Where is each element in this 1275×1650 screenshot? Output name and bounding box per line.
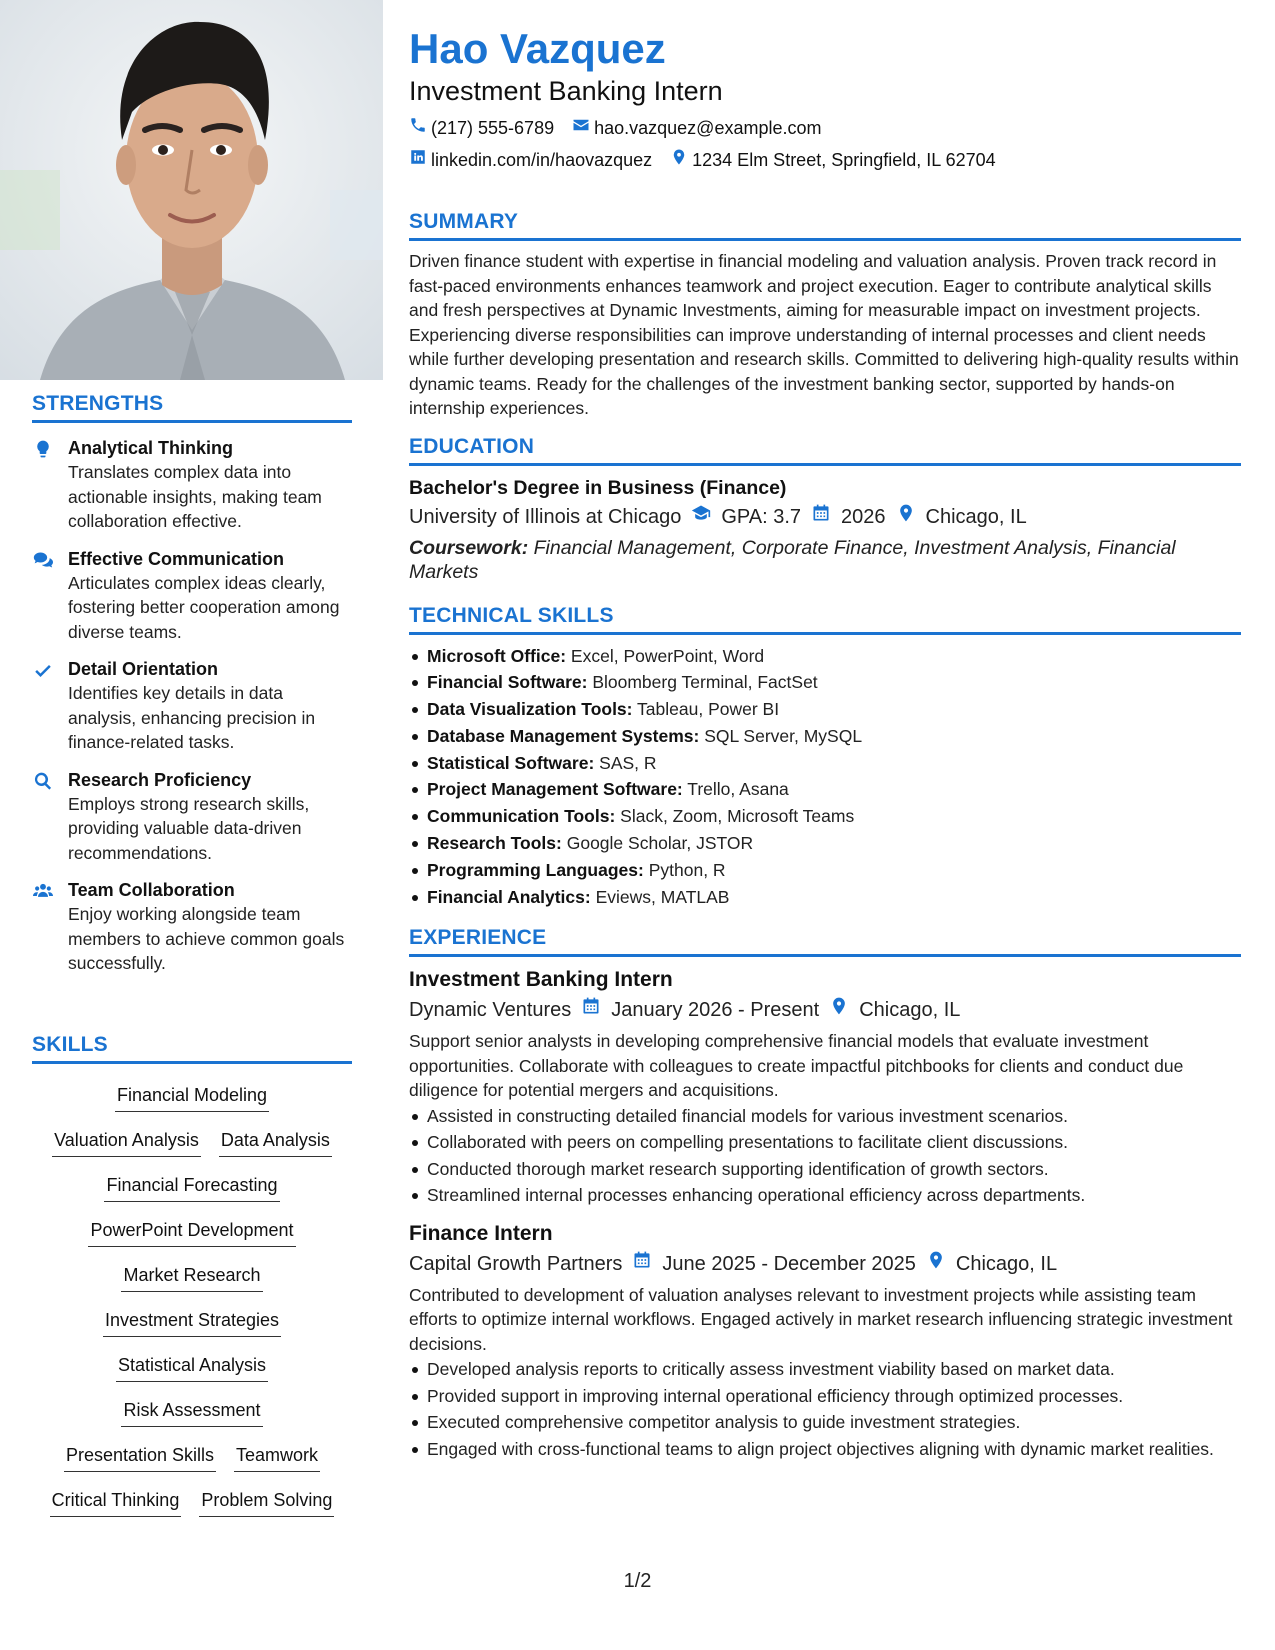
address-text: 1234 Elm Street, Springfield, IL 62704 bbox=[692, 150, 996, 170]
company-name: Capital Growth Partners bbox=[409, 1252, 623, 1275]
skill-tag: Data Analysis bbox=[219, 1121, 332, 1157]
page-number: 1/2 bbox=[623, 1570, 652, 1592]
candidate-role: Investment Banking Intern bbox=[409, 76, 723, 106]
summary-section bbox=[409, 210, 1241, 421]
year-item bbox=[811, 502, 886, 532]
map-marker-icon bbox=[926, 1249, 946, 1279]
education-meta bbox=[409, 502, 1241, 532]
job-bullets bbox=[409, 1356, 1241, 1462]
list-item: Executed comprehensive competitor analysis to guide investment strategies. bbox=[409, 1409, 1241, 1436]
strength-title: Detail Orientation bbox=[68, 659, 219, 679]
skill-tag: Valuation Analysis bbox=[52, 1121, 201, 1157]
dates-text: June 2025 - December 2025 bbox=[662, 1252, 916, 1275]
skill-tag: Statistical Analysis bbox=[116, 1346, 268, 1382]
strength-title: Effective Communication bbox=[68, 548, 285, 569]
strengths-title: STRENGTHS bbox=[32, 392, 352, 423]
linkedin-icon bbox=[409, 148, 427, 172]
skill-tag: Risk Assessment bbox=[121, 1391, 262, 1427]
map-marker-icon bbox=[829, 995, 849, 1025]
strength-desc: Enjoy working alongside team members to achieve common goals successfully. bbox=[68, 904, 345, 973]
email-text: hao.vazquez@example.com bbox=[594, 118, 822, 138]
lightbulb-icon bbox=[32, 437, 54, 534]
technical-skills-list bbox=[409, 643, 1241, 911]
experience-section bbox=[409, 926, 1241, 1462]
coursework-text: Financial Management, Corporate Finance, Investment Analysis, Financial Markets bbox=[409, 536, 1176, 583]
envelope-icon bbox=[572, 116, 590, 140]
job-description: Support senior analysts in developing comprehensive financial models that evaluate investment opportunities. Collaborate with colleagues to create impactful pitchbooks for clients and conduct due diligence for potential mergers and acquisitions. bbox=[409, 1031, 1184, 1101]
job-title: Investment Banking Intern bbox=[409, 968, 673, 992]
degree-title: Bachelor's Degree in Business (Finance) bbox=[409, 476, 787, 499]
skill-values: Eviews, MATLAB bbox=[595, 886, 730, 907]
list-item: Engaged with cross-functional teams to align project objectives aligning with dynamic market realities. bbox=[409, 1436, 1241, 1463]
skill-category: Microsoft Office: bbox=[427, 645, 567, 666]
list-item: Provided support in improving internal operational efficiency through optimized processes. bbox=[409, 1383, 1241, 1410]
calendar-icon bbox=[632, 1249, 652, 1279]
job-description: Contributed to development of valuation analyses relevant to investment projects while assisting team efforts to optimize internal workflows. Engaged actively in market research influencing strategic investment decisions. bbox=[409, 1284, 1233, 1354]
phone-contact[interactable] bbox=[409, 116, 554, 140]
list-item: Conducted thorough market research supporting identification of growth sectors. bbox=[409, 1156, 1241, 1183]
sidebar bbox=[0, 0, 383, 1650]
skill-tag: Financial Modeling bbox=[115, 1076, 269, 1112]
strength-item bbox=[32, 879, 352, 976]
list-item: Streamlined internal processes enhancing operational efficiency across departments. bbox=[409, 1182, 1241, 1209]
skill-category: Statistical Software: bbox=[427, 752, 595, 773]
calendar-icon bbox=[581, 995, 601, 1025]
location-text: Chicago, IL bbox=[955, 1252, 1058, 1275]
school-name: University of Illinois at Chicago bbox=[409, 505, 682, 528]
calendar-icon bbox=[811, 502, 831, 532]
list-item bbox=[409, 776, 1241, 803]
job-meta bbox=[409, 995, 1241, 1025]
linkedin-text: linkedin.com/in/haovazquez bbox=[431, 150, 653, 170]
education-title: EDUCATION bbox=[409, 435, 1241, 466]
contact-row-2 bbox=[409, 148, 1241, 172]
job-meta bbox=[409, 1249, 1241, 1279]
gpa-text: GPA: 3.7 bbox=[721, 505, 802, 528]
technical-skills-section bbox=[409, 604, 1241, 911]
graduation-cap-icon bbox=[691, 502, 711, 532]
list-item: Assisted in constructing detailed financial models for various investment scenarios. bbox=[409, 1103, 1241, 1130]
skill-tag: Financial Forecasting bbox=[104, 1166, 279, 1202]
gpa-item bbox=[691, 502, 801, 532]
job-title: Finance Intern bbox=[409, 1221, 553, 1245]
strength-title: Research Proficiency bbox=[68, 769, 252, 790]
skill-values: SAS, R bbox=[599, 752, 657, 773]
strength-desc: Employs strong research skills, providing valuable data-driven recommendations. bbox=[68, 793, 310, 863]
skill-category: Project Management Software: bbox=[427, 779, 683, 800]
job-entry bbox=[409, 1219, 1241, 1463]
list-item: Collaborated with peers on compelling presentations to facilitate client discussions. bbox=[409, 1129, 1241, 1156]
strength-desc: Articulates complex ideas clearly, fostering better cooperation among diverse teams. bbox=[68, 572, 340, 642]
year-text: 2026 bbox=[841, 505, 886, 528]
education-section bbox=[409, 435, 1241, 584]
skill-values: Bloomberg Terminal, FactSet bbox=[592, 672, 818, 693]
skill-tag: Critical Thinking bbox=[50, 1481, 182, 1517]
email-contact[interactable] bbox=[572, 116, 821, 140]
skill-values: SQL Server, MySQL bbox=[704, 725, 863, 746]
skill-values: Google Scholar, JSTOR bbox=[566, 833, 754, 854]
dates-item bbox=[632, 1249, 916, 1279]
strengths-section bbox=[32, 392, 352, 990]
check-icon bbox=[32, 658, 54, 755]
list-item bbox=[409, 884, 1241, 911]
skill-tag: Market Research bbox=[121, 1256, 262, 1292]
map-marker-icon bbox=[670, 148, 688, 172]
skill-category: Communication Tools: bbox=[427, 806, 616, 827]
strengths-list bbox=[32, 435, 352, 976]
list-item bbox=[409, 830, 1241, 857]
skills-section bbox=[32, 1033, 352, 1526]
skill-values: Tableau, Power BI bbox=[637, 699, 780, 720]
list-item: Developed analysis reports to critically assess investment viability based on market data. bbox=[409, 1356, 1241, 1383]
profile-photo bbox=[0, 0, 383, 380]
linkedin-contact[interactable] bbox=[409, 148, 652, 172]
skills-list bbox=[32, 1076, 352, 1526]
technical-skills-title: TECHNICAL SKILLS bbox=[409, 604, 1241, 635]
skill-category: Financial Software: bbox=[427, 672, 588, 693]
list-item bbox=[409, 696, 1241, 723]
coursework-label: Coursework: bbox=[409, 536, 529, 559]
skill-tag: Problem Solving bbox=[199, 1481, 334, 1517]
location-text: Chicago, IL bbox=[859, 999, 961, 1022]
comments-icon bbox=[32, 548, 54, 645]
coursework bbox=[409, 536, 1241, 584]
job-bullets bbox=[409, 1103, 1241, 1209]
skill-category: Data Visualization Tools: bbox=[427, 699, 633, 720]
contact-row-1 bbox=[409, 116, 1241, 140]
skills-title: SKILLS bbox=[32, 1033, 352, 1064]
skill-tag: Investment Strategies bbox=[103, 1301, 281, 1337]
list-item bbox=[409, 803, 1241, 830]
skill-category: Research Tools: bbox=[427, 833, 562, 854]
location-item bbox=[829, 995, 960, 1025]
candidate-name: Hao Vazquez bbox=[409, 25, 666, 72]
location-item bbox=[926, 1249, 1057, 1279]
strength-desc: Translates complex data into actionable insights, making team collaboration effective. bbox=[68, 462, 322, 531]
address-contact bbox=[670, 148, 996, 172]
skill-tag: Presentation Skills bbox=[64, 1436, 216, 1472]
experience-title: EXPERIENCE bbox=[409, 926, 1241, 957]
skill-tag: Teamwork bbox=[234, 1436, 320, 1472]
skill-category: Financial Analytics: bbox=[427, 886, 591, 907]
list-item bbox=[409, 643, 1241, 670]
dates-item bbox=[581, 995, 819, 1025]
main-content bbox=[409, 24, 1241, 1462]
phone-text: (217) 555-6789 bbox=[431, 118, 555, 138]
skill-values: Excel, PowerPoint, Word bbox=[570, 645, 765, 666]
list-item bbox=[409, 723, 1241, 750]
skill-tag: PowerPoint Development bbox=[88, 1211, 295, 1247]
company-name: Dynamic Ventures bbox=[409, 999, 572, 1022]
strength-item bbox=[32, 769, 352, 866]
job-entry bbox=[409, 965, 1241, 1209]
users-icon bbox=[32, 879, 54, 976]
phone-icon bbox=[409, 116, 427, 140]
summary-text: Driven finance student with expertise in financial modeling and valuation analysis. Proven track record in fast-paced environments enhances teamwork and project execution. Eager to contribute analytical skills and fresh perspectives at Dynamic Investments, aiming for measurable impact on investment projects. Experiencing diverse responsibilities can improve understanding of internal processes and client needs while further developing presentation and research skills. Committed to delivering high-quality results within dynamic teams. Ready for the challenges of the investment banking sector, supported by hands-on internship experiences. bbox=[409, 251, 1239, 418]
map-marker-icon bbox=[896, 502, 916, 532]
list-item bbox=[409, 857, 1241, 884]
strength-item bbox=[32, 658, 352, 755]
skill-values: Trello, Asana bbox=[687, 779, 789, 800]
search-icon bbox=[32, 769, 54, 866]
location-text: Chicago, IL bbox=[925, 505, 1027, 528]
list-item bbox=[409, 669, 1241, 696]
strength-title: Team Collaboration bbox=[68, 880, 235, 900]
strength-item bbox=[32, 437, 352, 534]
list-item bbox=[409, 750, 1241, 777]
strength-item bbox=[32, 548, 352, 645]
strength-title: Analytical Thinking bbox=[68, 438, 234, 458]
location-item bbox=[896, 502, 1027, 532]
skill-values: Slack, Zoom, Microsoft Teams bbox=[620, 806, 855, 827]
strength-desc: Identifies key details in data analysis, enhancing precision in finance-related tasks. bbox=[68, 683, 316, 752]
skill-category: Programming Languages: bbox=[427, 859, 644, 880]
skill-values: Python, R bbox=[648, 859, 726, 880]
skill-category: Database Management Systems: bbox=[427, 725, 700, 746]
dates-text: January 2026 - Present bbox=[611, 999, 820, 1022]
summary-title: SUMMARY bbox=[409, 210, 1241, 241]
